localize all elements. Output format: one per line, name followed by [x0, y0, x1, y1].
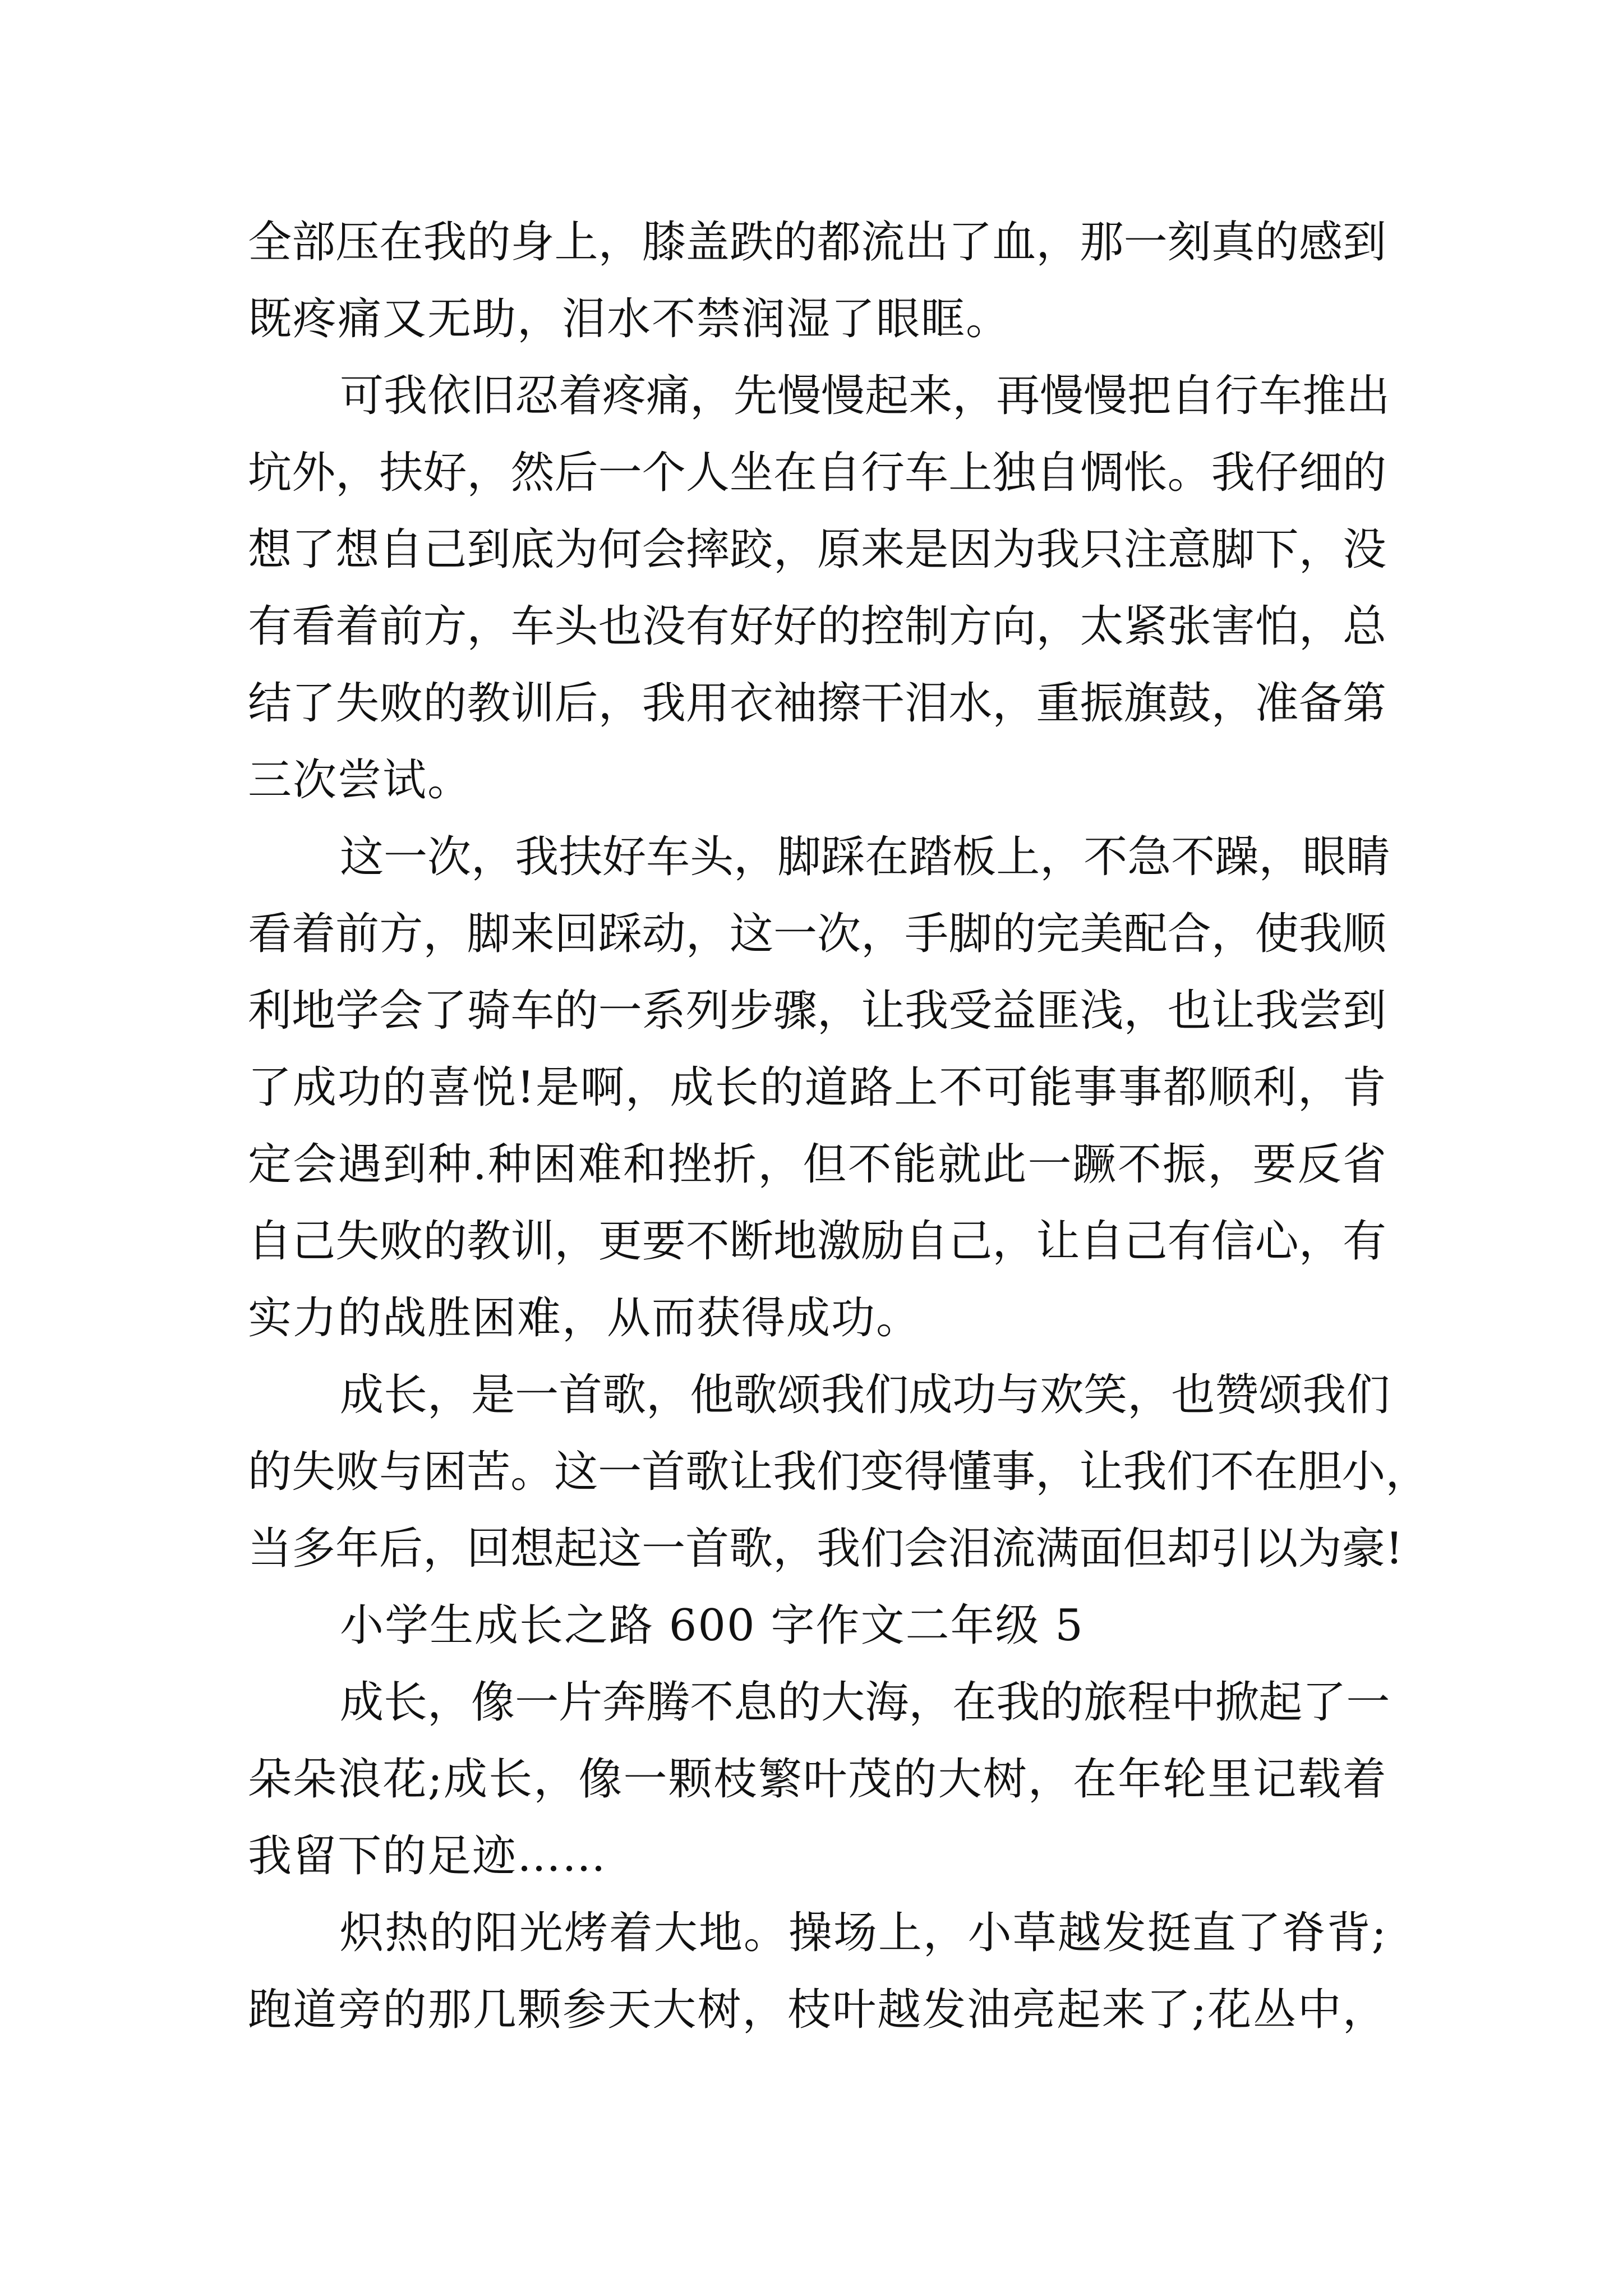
text-line: 全 部 压 在 我 的 身 上 ， 膝 盖 跌 的 都 流 出 了 血 ， 那 一 刻 真 的 感 到	[248, 217, 1386, 268]
text-line: 的 失 败 与 困 苦 。 这 一 首 歌 让 我 们 变 得 懂 事 ， 让 我 们 不 在 胆 小 ，	[248, 1447, 1430, 1497]
text-line: 这 一 次 ， 我 扶 好 车 头 ， 脚 踩 在 踏 板 上 ， 不 急 不 躁 ， 眼 睛	[340, 832, 1390, 882]
text-line: 朵 朵 浪 花 ; 成 长 ， 像 一 颗 枝 繁 叶 茂 的 大 树 ， 在 年 轮 里 记 载 着	[248, 1754, 1386, 1805]
text-line: 我留下的足迹……	[248, 1831, 607, 1881]
text-line: 定 会 遇 到 种 . 种 困 难 和 挫 折 ， 但 不 能 就 此 一 蹶 不 振 ， 要 反 省	[248, 1139, 1386, 1190]
text-line: 看 着 前 方 ， 脚 来 回 踩 动 ， 这 一 次 ， 手 脚 的 完 美 配 合 ， 使 我 顺	[248, 909, 1386, 959]
text-line: 结 了 失 败 的 教 训 后 ， 我 用 衣 袖 擦 干 泪 水 ， 重 振 旗 鼓 ， 准 备 第	[248, 678, 1386, 729]
text-line: 了 成 功 的 喜 悦 ! 是 啊 ， 成 长 的 道 路 上 不 可 能 事 事 都 顺 利 ， 肯	[248, 1062, 1386, 1113]
text-line: 实力的战胜困难，从而获得成功。	[248, 1293, 921, 1343]
text-line: 三次尝试。	[248, 755, 473, 806]
text-line: 利 地 学 会 了 骑 车 的 一 系 列 步 骤 ， 让 我 受 益 匪 浅 ， 也 让 我 尝 到	[248, 986, 1386, 1036]
text-line: 可 我 依 旧 忍 着 疼 痛 ， 先 慢 慢 起 来 ， 再 慢 慢 把 自 行 车 推 出	[340, 371, 1390, 421]
text-line: 坑 外 ， 扶 好 ， 然 后 一 个 人 坐 在 自 行 车 上 独 自 惆 怅 。 我 仔 细 的	[248, 448, 1386, 498]
text-line: 当 多 年 后 ， 回 想 起 这 一 首 歌 ， 我 们 会 泪 流 满 面 但 却 引 以 为 豪 !	[248, 1524, 1403, 1574]
text-line: 想 了 想 自 己 到 底 为 何 会 摔 跤 ， 原 来 是 因 为 我 只 注 意 脚 下 ， 没	[248, 524, 1386, 575]
text-line: 炽 热 的 阳 光 烤 着 大 地 。 操 场 上 ， 小 草 越 发 挺 直 了 脊 背 ;	[340, 1908, 1386, 1958]
text-line: 成 长 ， 是 一 首 歌 ， 他 歌 颂 我 们 成 功 与 欢 笑 ， 也 赞 颂 我 们	[340, 1370, 1390, 1420]
text-line: 跑 道 旁 的 那 几 颗 参 天 大 树 ， 枝 叶 越 发 油 亮 起 来 了 ; 花 丛 中 ，	[248, 1985, 1386, 2035]
section-heading: 小学生成长之路 600 字作文二年级 5	[340, 1600, 1084, 1651]
text-line: 既疼痛又无助，泪水不禁润湿了眼眶。	[248, 294, 1011, 344]
text-line: 自 己 失 败 的 教 训 ， 更 要 不 断 地 激 励 自 己 ， 让 自 己 有 信 心 ， 有	[248, 1216, 1386, 1267]
text-line: 成 长 ， 像 一 片 奔 腾 不 息 的 大 海 ， 在 我 的 旅 程 中 掀 起 了 一	[340, 1677, 1390, 1728]
text-line: 有 看 着 前 方 ， 车 头 也 没 有 好 好 的 控 制 方 向 ， 太 紧 张 害 怕 ， 总	[248, 601, 1386, 652]
